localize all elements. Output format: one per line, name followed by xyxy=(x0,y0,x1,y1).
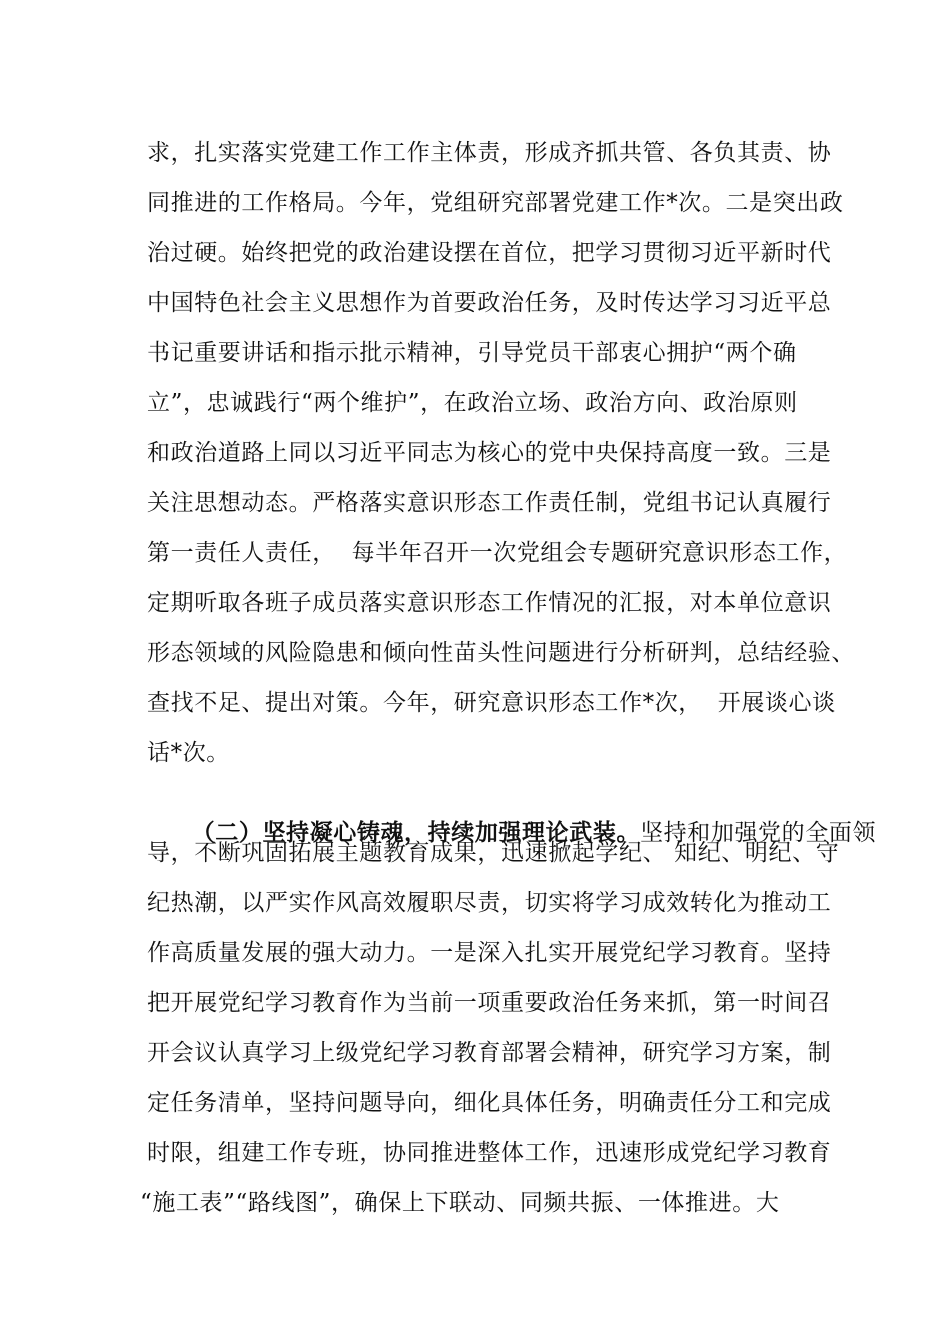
body-line: 书记重要讲话和指示批示精神，引导党员干部衷心拥护“两个确 xyxy=(147,340,797,366)
body-line: 纪热潮，以严实作风高效履职尽责，切实将学习成效转化为推动工 xyxy=(147,890,832,916)
body-line: 话*次。 xyxy=(147,740,230,766)
body-line: 时限，组建工作专班，协同推进整体工作，迅速形成党纪学习教育 xyxy=(147,1140,832,1166)
section-heading-continuation: 坚持和加强党的全面领 xyxy=(640,820,877,846)
body-line: 关注思想动态。严格落实意识形态工作责任制，党组书记认真履行 xyxy=(147,490,832,516)
body-line: “施工表”“路线图”，确保上下联动、同频共振、一体推进。大 xyxy=(140,1190,780,1216)
body-line: 定期听取各班子成员落实意识形态工作情况的汇报，对本单位意识 xyxy=(147,590,832,616)
body-line: 把开展党纪学习教育作为当前一项重要政治任务来抓，第一时间召 xyxy=(147,990,832,1016)
section-heading: （二）坚持凝心铸魂，持续加强理论武装。 xyxy=(191,820,641,846)
body-line: 同推进的工作格局。今年，党组研究部署党建工作*次。二是突出政 xyxy=(147,190,844,216)
body-line: 作高质量发展的强大动力。一是深入扎实开展党纪学习教育。坚持 xyxy=(147,940,832,966)
body-line: 和政治道路上同以习近平同志为核心的党中央保持高度一致。三是 xyxy=(147,440,832,466)
body-line: 立”，忠诚践行“两个维护”，在政治立场、政治方向、政治原则 xyxy=(147,390,798,416)
body-line: 开会议认真学习上级党纪学习教育部署会精神，研究学习方案，制 xyxy=(147,1040,832,1066)
body-line: 中国特色社会主义思想作为首要政治任务，及时传达学习习近平总 xyxy=(147,290,832,316)
body-line: 查找不足、提出对策。今年，研究意识形态工作*次， 开展谈心谈 xyxy=(147,690,836,716)
body-line: 导，不断巩固拓展主题教育成果，迅速掀起学纪、 知纪、明纪、守 xyxy=(147,840,840,866)
body-line: 治过硬。始终把党的政治建设摆在首位，把学习贯彻习近平新时代 xyxy=(147,240,832,266)
body-line: 定任务清单，坚持问题导向，细化具体任务，明确责任分工和完成 xyxy=(147,1090,832,1116)
body-line: 第一责任人责任， 每半年召开一次党组会专题研究意识形态工作， xyxy=(147,540,848,566)
body-line: 求，扎实落实党建工作工作主体责，形成齐抓共管、各负其责、协 xyxy=(147,140,832,166)
body-line: 形态领域的风险隐患和倾向性苗头性问题进行分析研判，总结经验、 xyxy=(147,640,855,666)
